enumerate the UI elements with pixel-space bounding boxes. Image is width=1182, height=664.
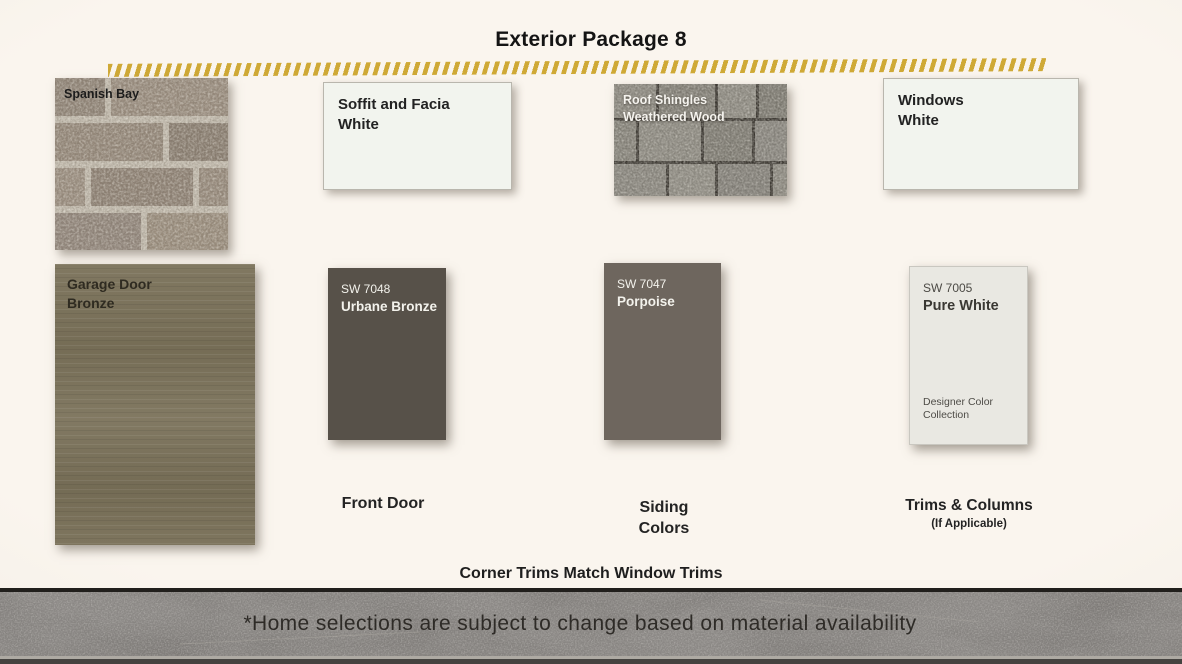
siding-paint-name: Porpoise	[617, 294, 675, 309]
footer-band	[0, 588, 1182, 664]
footer-concrete-texture	[0, 592, 1182, 656]
brick-texture	[55, 78, 228, 250]
front-door-paint-code: SW 7048	[341, 282, 391, 296]
trims-paint-swatch	[909, 266, 1028, 445]
siding-caption-line2: Colors	[638, 520, 690, 537]
soffit-facia-card	[323, 82, 512, 190]
garage-door-swatch	[55, 264, 255, 545]
gold-striped-divider	[108, 58, 1046, 77]
garage-label-line2: Bronze	[67, 295, 115, 311]
trims-paint-code: SW 7005	[923, 281, 973, 295]
soffit-card-line1: Soffit and Facia	[338, 96, 450, 113]
front-door-caption: Front Door	[341, 495, 425, 512]
disclaimer-text: *Home selections are subject to change based on material availability	[243, 612, 917, 635]
front-door-paint-name: Urbane Bronze	[341, 299, 438, 314]
brick-sample	[55, 78, 228, 250]
front-door-paint-swatch	[328, 268, 446, 440]
corner-trims-note: Corner Trims Match Window Trims	[459, 565, 723, 582]
shingles-label-line1: Roof Shingles	[623, 93, 708, 107]
windows-card	[883, 78, 1079, 190]
footer-bottom-edge	[0, 659, 1182, 664]
trims-caption-sub: (If Applicable)	[931, 518, 1007, 530]
siding-colors-caption	[602, 497, 726, 539]
trims-paint-collection: Designer Color Collection	[923, 396, 994, 421]
trims-caption-main: Trims & Columns	[905, 497, 1033, 514]
shingles-label-line2: Weathered Wood	[623, 110, 725, 124]
siding-caption-line1: Siding	[639, 499, 689, 516]
windows-card-line2: White	[898, 112, 939, 129]
soffit-card-line2: White	[338, 116, 379, 133]
trims-columns-caption	[888, 497, 1050, 533]
page-title: Exterior Package 8	[495, 28, 687, 51]
siding-paint-code: SW 7047	[617, 277, 667, 291]
trims-paint-name: Pure White	[923, 298, 999, 314]
garage-label-line1: Garage Door	[67, 276, 152, 292]
windows-card-line1: Windows	[898, 92, 964, 109]
roof-shingles-sample	[614, 84, 787, 196]
brick-label: Spanish Bay	[64, 87, 140, 101]
siding-paint-swatch	[604, 263, 721, 440]
